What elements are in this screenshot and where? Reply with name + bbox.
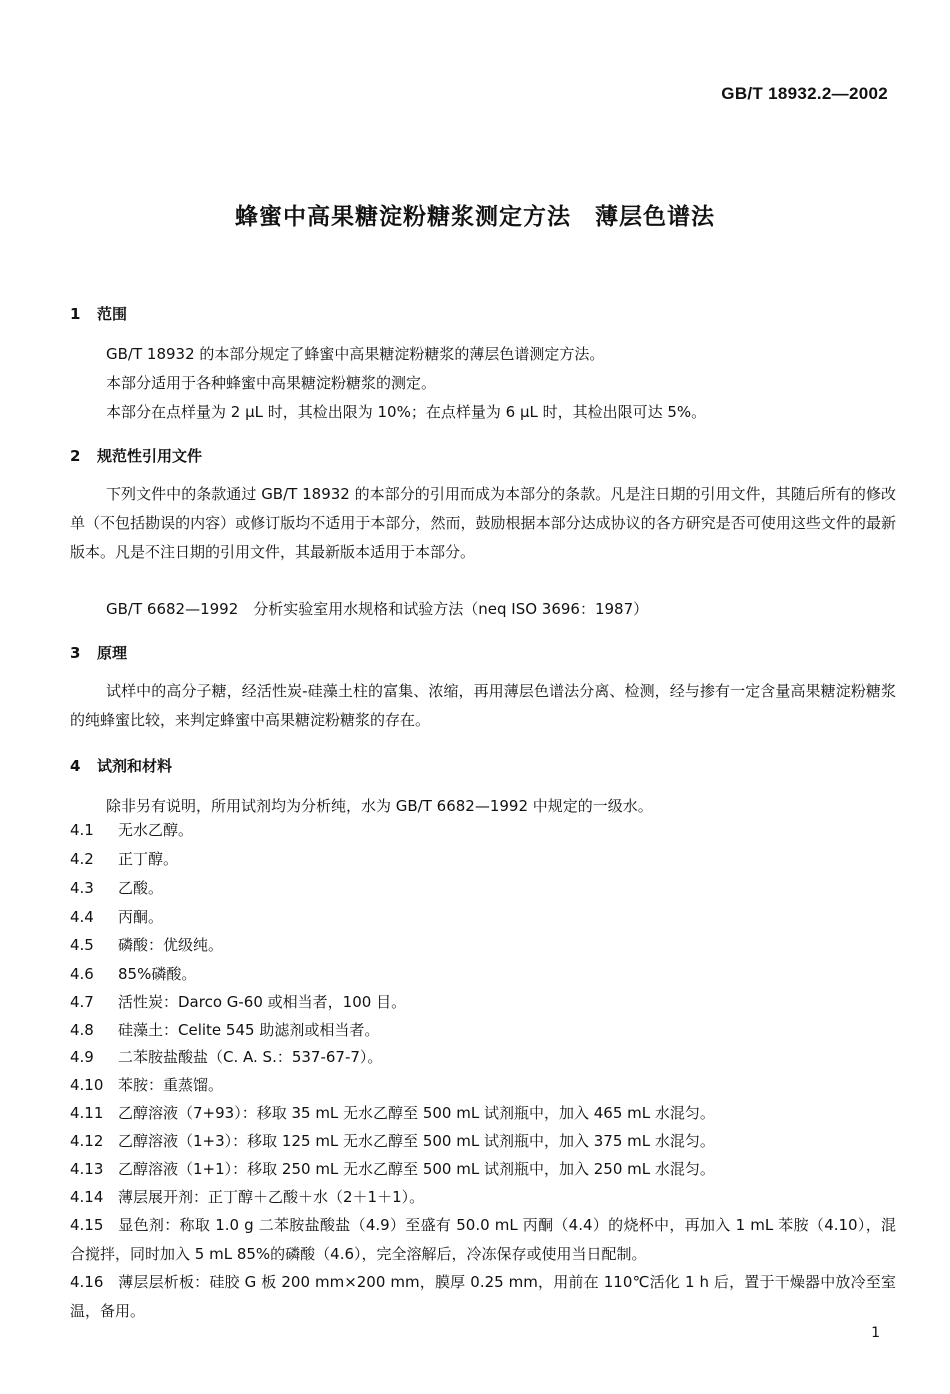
item-text: 丙酮。 [118, 908, 164, 926]
item-text: 乙醇溶液（1+3）：移取 125 mL 无水乙醇至 500 mL 试剂瓶中，加入 375 mL 水混匀。 [118, 1132, 715, 1150]
list-item [70, 1183, 896, 1212]
item-text: 乙醇溶液（7+93）：移取 35 mL 无水乙醇至 500 mL 试剂瓶中，加入 465 mL 水混匀。 [118, 1104, 715, 1122]
item-text: 薄层展开剂：正丁醇＋乙酸＋水（2＋1＋1）。 [118, 1188, 425, 1206]
item-text: 苯胺：重蒸馏。 [118, 1076, 224, 1094]
item-text: 乙醇溶液（1+1）：移取 250 mL 无水乙醇至 500 mL 试剂瓶中，加入 250 mL 水混匀。 [118, 1160, 715, 1178]
list-item [70, 903, 896, 932]
item-number: 4.11 [70, 1104, 104, 1122]
scope-line-3: 本部分在点样量为 2 μL 时，其检出限为 10%；在点样量为 6 μL 时，其检出限可达 5%。 [106, 403, 707, 421]
scope-line-1: GB/T 18932 的本部分规定了蜂蜜中高果糖淀粉糖浆的薄层色谱测定方法。 [106, 345, 605, 363]
item-number: 4.8 [70, 1021, 94, 1039]
reagents-intro: 除非另有说明，所用试剂均为分析纯，水为 GB/T 6682—1992 中规定的一级水。 [106, 797, 653, 815]
list-item [70, 1016, 896, 1045]
item-text: 乙酸。 [118, 879, 164, 897]
section-3-heading [70, 642, 127, 663]
list-item [70, 931, 896, 960]
document-title: 蜂蜜中高果糖淀粉糖浆测定方法 薄层色谱法 [235, 204, 715, 230]
list-item [70, 1155, 896, 1184]
page-number: 1 [871, 1325, 880, 1341]
list-item [70, 988, 896, 1017]
item-number: 4.15 [70, 1216, 104, 1234]
item-text: 薄层层析板：硅胶 G 板 200 mm×200 mm，膜厚 0.25 mm，用前在 110℃活化 1 h 后，置于干燥器中放冷至室温，备用。 [70, 1273, 896, 1320]
item-number: 4.9 [70, 1048, 94, 1066]
section-number: 4 [70, 757, 81, 775]
section-title: 试剂和材料 [97, 757, 173, 775]
section-4-heading [70, 755, 172, 776]
item-number: 4.1 [70, 821, 94, 839]
list-item [70, 1268, 896, 1326]
item-number: 4.2 [70, 850, 94, 868]
list-item [70, 845, 896, 874]
item-text: 硅藻土：Celite 545 助滤剂或相当者。 [118, 1021, 380, 1039]
item-number: 4.14 [70, 1188, 104, 1206]
principle-paragraph: 试样中的高分子糖，经活性炭-硅藻土柱的富集、浓缩，再用薄层色谱法分离、检测，经与掺有一定含量高果糖淀粉糖浆的纯蜂蜜比较，来判定蜂蜜中高果糖淀粉糖浆的存在。 [70, 682, 896, 729]
standard-code: GB/T 18932.2—2002 [721, 84, 888, 103]
scope-line-2: 本部分适用于各种蜂蜜中高果糖淀粉糖浆的测定。 [106, 374, 437, 392]
item-text: 二苯胺盐酸盐（C. A. S.：537-67-7）。 [118, 1048, 383, 1066]
section-1-heading [70, 303, 127, 324]
item-text: 活性炭：Darco G-60 或相当者，100 目。 [118, 993, 407, 1011]
item-number: 4.7 [70, 993, 94, 1011]
list-item [70, 1099, 896, 1128]
item-text: 无水乙醇。 [118, 821, 194, 839]
item-number: 4.16 [70, 1273, 104, 1291]
list-item [70, 874, 896, 903]
item-text: 85%磷酸。 [118, 965, 197, 983]
item-text: 磷酸：优级纯。 [118, 936, 224, 954]
reference-entry: GB/T 6682—1992 分析实验室用水规格和试验方法（neq ISO 3696：1987） [106, 600, 649, 618]
item-number: 4.3 [70, 879, 94, 897]
item-number: 4.4 [70, 908, 94, 926]
item-number: 4.6 [70, 965, 94, 983]
item-number: 4.10 [70, 1076, 104, 1094]
item-text: 正丁醇。 [118, 850, 179, 868]
list-item [70, 1071, 896, 1100]
item-number: 4.13 [70, 1160, 104, 1178]
list-item [70, 1127, 896, 1156]
list-item [70, 1211, 896, 1269]
item-number: 4.5 [70, 936, 94, 954]
section-title: 范围 [97, 305, 128, 323]
item-text: 显色剂：称取 1.0 g 二苯胺盐酸盐（4.9）至盛有 50.0 mL 丙酮（4.4）的烧杯中，再加入 1 mL 苯胺（4.10），混合搅拌，同时加入 5 mL 85%的磷酸（4.6），完全溶解后，冷冻保存或使用当日配制。 [70, 1216, 896, 1263]
normative-references-paragraph: 下列文件中的条款通过 GB/T 18932 的本部分的引用而成为本部分的条款。凡是注日期的引用文件，其随后所有的修改单（不包括勘误的内容）或修订版均不适用于本部分，然而，鼓励根据本部分达成协议的各方研究是否可使用这些文件的最新版本。凡是不注日期的引用文件，其最新版本适用于本部分。 [70, 485, 896, 561]
section-2-heading [70, 445, 202, 466]
section-title: 原理 [97, 644, 128, 662]
section-title: 规范性引用文件 [97, 447, 203, 465]
list-item [70, 816, 896, 845]
list-item [70, 960, 896, 989]
section-number: 2 [70, 447, 81, 465]
item-number: 4.12 [70, 1132, 104, 1150]
section-number: 1 [70, 305, 81, 323]
list-item [70, 1043, 896, 1072]
section-number: 3 [70, 644, 81, 662]
